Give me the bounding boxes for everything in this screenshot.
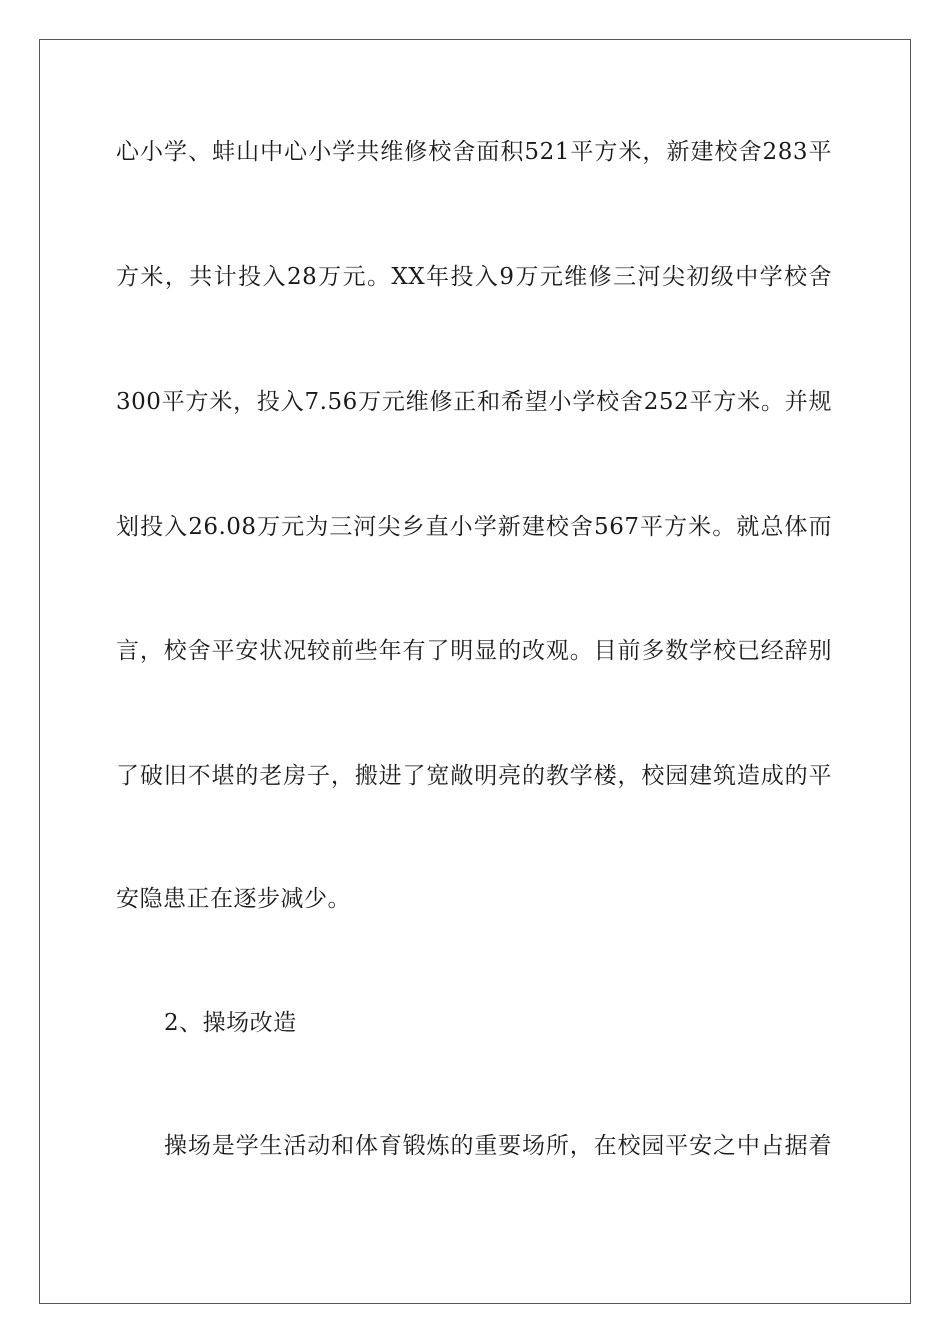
paragraph-first-line: 操场是学生活动和体育锻炼的重要场所，在校园平安之中占据着 — [164, 1133, 832, 1159]
page-border — [39, 39, 911, 1304]
text-line-1: 心小学、蚌山中心小学共维修校舍面积521平方米，新建校舍283平 — [116, 139, 832, 165]
text-line-6: 了破旧不堪的老房子，搬进了宽敞明亮的教学楼，校园建筑造成的平 — [116, 763, 832, 789]
text-line-3: 300平方米，投入7.56万元维修正和希望小学校舍252平方米。并规 — [116, 389, 832, 415]
text-line-7: 安隐患正在逐步减少。 — [116, 886, 351, 912]
text-line-2: 方米，共计投入28万元。XX年投入9万元维修三河尖初级中学校舍 — [116, 264, 832, 290]
section-heading: 2、操场改造 — [164, 1010, 297, 1036]
text-line-5: 言，校舍平安状况较前些年有了明显的改观。目前多数学校已经辞别 — [116, 638, 832, 664]
text-line-4: 划投入26.08万元为三河尖乡直小学新建校舍567平方米。就总体而 — [116, 514, 832, 540]
